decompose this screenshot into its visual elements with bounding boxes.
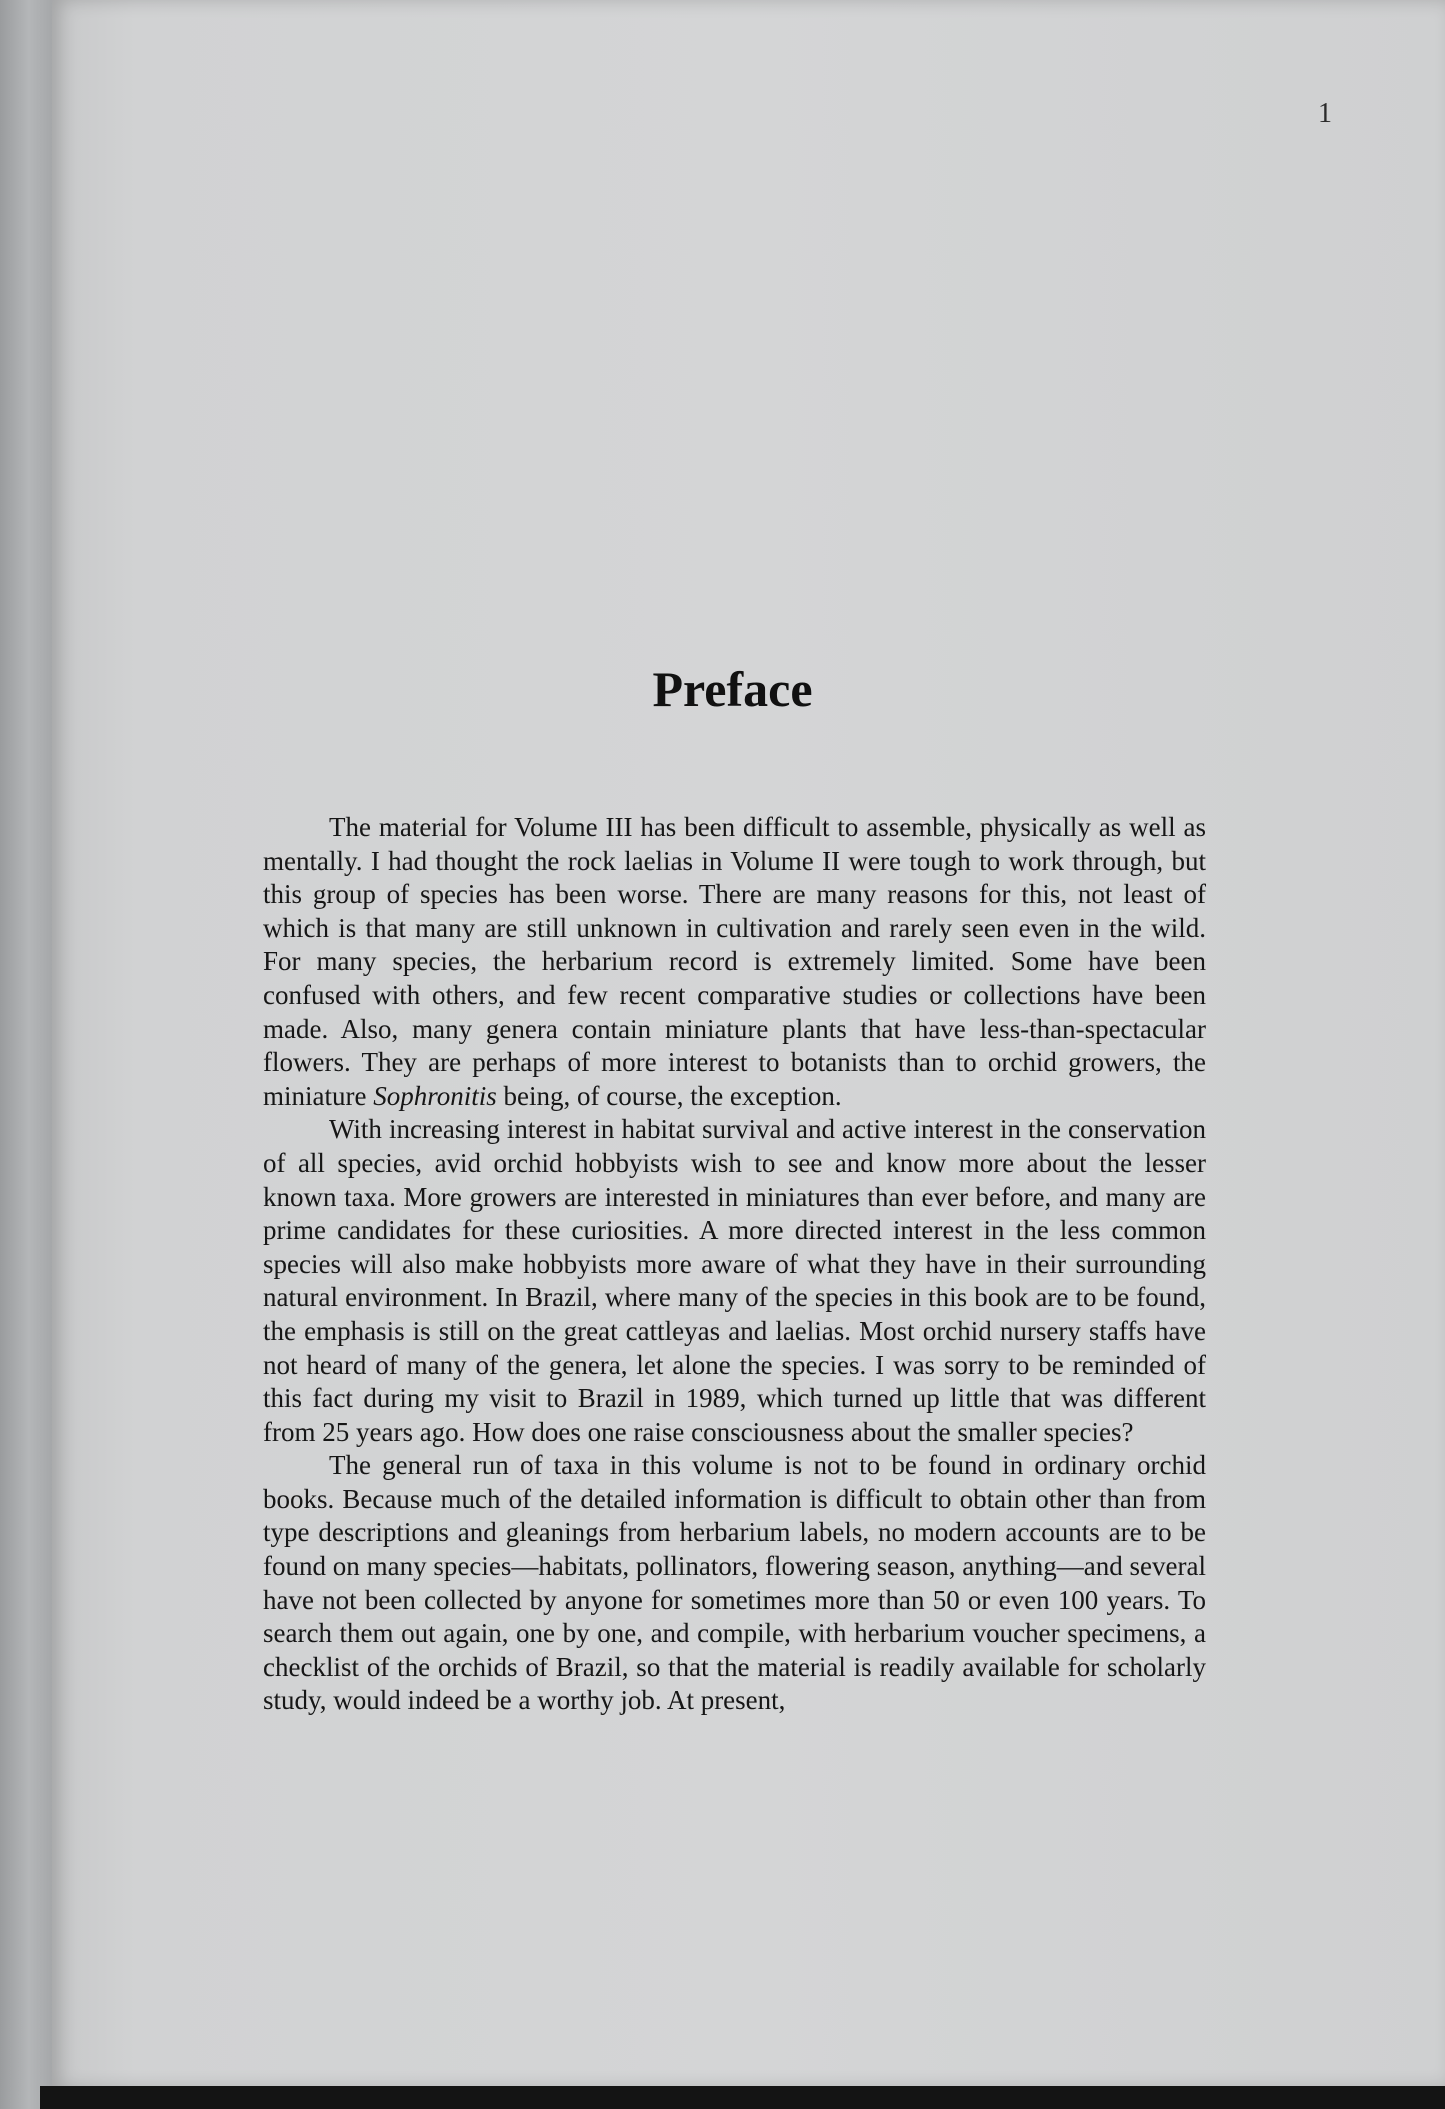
paragraph-3: The general run of taxa in this volume is not to be found in ordinary orchid books. Because much of the detailed information is difficult to obtain other than from type descriptions and gleanings from herbarium labels, no modern accounts are to be found on many species—habitats, pollinators, flowering season, anything—and several have not been collected by anyone for sometimes more than 50 or even 100 years. To search them out again, one by one, and compile, with herbarium voucher specimens, a checklist of the orchids of Brazil, so that the material is readily available for scholarly study, would indeed be a worthy job. At present, (263, 1450, 1206, 1716)
body-text (263, 811, 1206, 1718)
paragraph-1-italic-term: Sophronitis (373, 1080, 497, 1111)
page-title: Preface (652, 661, 813, 717)
paragraph-2: With increasing interest in habitat survival and active interest in the conservation of all species, avid orchid hobbyists wish to see and know more about the lesser known taxa. More growers are interested in miniatures than ever before, and many are prime candidates for these curiosities. A more directed interest in the less common species will also make hobbyists more aware of what they have in their surrounding natural environment. In Brazil, where many of the species in this book are to be found, the emphasis is still on the great cattleyas and laelias. Most orchid nursery staffs have not heard of many of the genera, let alone the species. I was sorry to be reminded of this fact during my visit to Brazil in 1989, which turned up little that was different from 25 years ago. How does one raise consciousness about the smaller species? (263, 1114, 1206, 1447)
page-bottom-edge (40, 2086, 1445, 2109)
page-number: 1 (1318, 98, 1332, 129)
paragraph-1-text-after: being, of course, the exception. (496, 1080, 842, 1111)
paragraph-1 (263, 811, 1206, 1113)
paragraph-1-text-before: The material for Volume III has been difficult to assemble, physically as well as mentally. I had thought the rock laelias in Volume II were tough to work through, but this group of species has been worse. There are many reasons for this, not least of which is that many are still unknown in cultivation and rarely seen even in the wild. For many species, the herbarium record is extremely limited. Some have been confused with others, and few recent comparative studies or collections have been made. Also, many genera contain miniature plants that have less-than-spectacular flowers. They are perhaps of more interest to botanists than to orchid growers, the miniature (263, 812, 1206, 1111)
